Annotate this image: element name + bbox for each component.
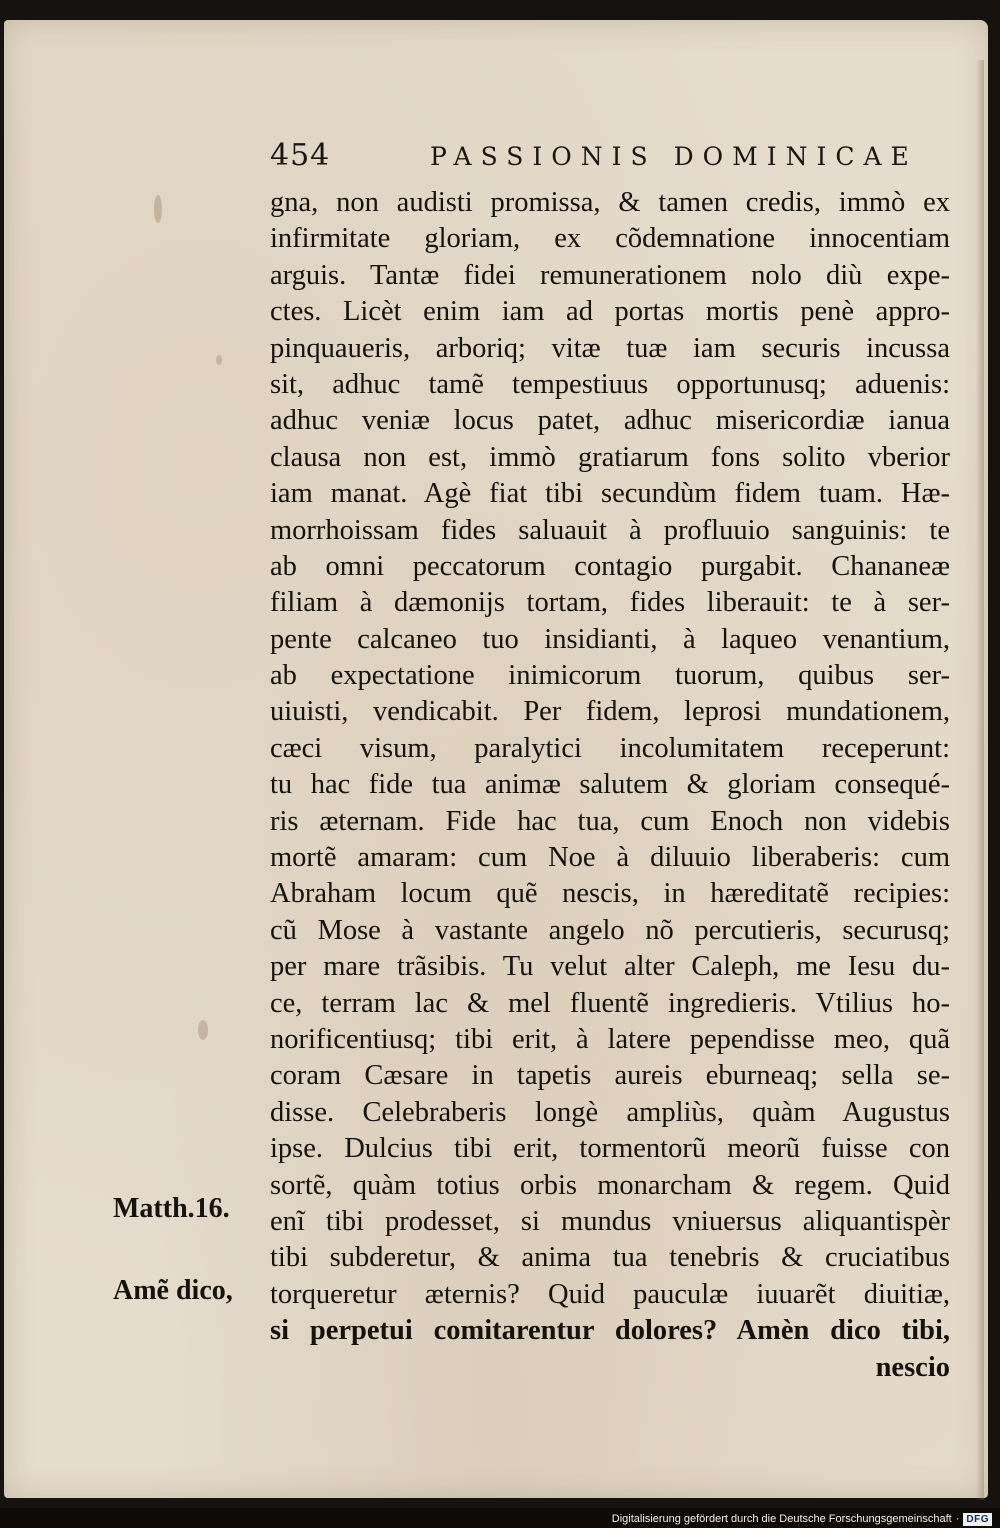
text-line: cũ Mose à vastante angelo nõ percutieris, securusq; [270, 914, 950, 946]
text-line: sit, adhuc tamẽ tempestiuus opportunusq; aduenis: [270, 368, 950, 400]
text-line: ctes. Licèt enim iam ad portas mortis penè appro- [270, 296, 950, 328]
text-line: tu hac fide tua animæ salutem & gloriam consequé- [270, 769, 950, 801]
marginal-note-matthew: Matth.16. [113, 1193, 230, 1224]
paper-stain [198, 1020, 208, 1040]
text-line: pinquaueris, arboriq; vitæ tuæ iam securis incussa [270, 332, 950, 364]
text-line: ipse. Dulcius tibi erit, tormentorũ meorũ fuisse con [270, 1133, 950, 1165]
text-line: cæci visum, paralytici incolumitatem receperunt: [270, 732, 950, 764]
text-line: torqueretur æternis? Quid pauculæ iuuarẽt diuitiæ, [270, 1278, 950, 1310]
page-edge-shadow [976, 60, 984, 1500]
text-line: infirmitate gloriam, ex cõdemnatione innocentiam [270, 223, 950, 255]
text-line: Abraham locum quẽ nescis, in hæreditatẽ recipies: [270, 878, 950, 910]
text-line: clausa non est, immò gratiarum fons solito vberior [270, 441, 950, 473]
text-line: arguis. Tantæ fidei remunerationem nolo diù expe- [270, 259, 950, 291]
footer-separator: · [955, 1513, 960, 1525]
text-line: tibi subderetur, & anima tua tenebris & cruciatibus [270, 1242, 950, 1274]
text-line: sortẽ, quàm totius orbis monarcham & regem. Quid [270, 1169, 950, 1201]
text-line: morrhoissam fides saluauit à profluuio sanguinis: te [270, 514, 950, 546]
text-line: gna, non audisti promissa, & tamen credis, immò ex [270, 187, 950, 218]
text-line: per mare trãsibis. Tu velut alter Caleph, me Iesu du- [270, 951, 950, 983]
paper-stain [216, 355, 222, 365]
text-line: iam manat. Agè fiat tibi secundùm fidem tuam. Hæ- [270, 478, 950, 510]
running-head: PASSIONIS DOMINICAE [430, 142, 918, 171]
text-line: ab expectatione inimicorum tuorum, quibus ser- [270, 660, 950, 692]
text-line: pente calcaneo tuo insidianti, à laqueo venantium, [270, 623, 950, 655]
digitization-footer [612, 1510, 992, 1528]
text-line: uiuisti, vendicabit. Per fidem, leprosi mundationem, [270, 696, 950, 728]
dfg-logo-icon: DFG [963, 1513, 992, 1526]
text-line: enĩ tibi prodesset, si mundus vniuersus aliquantispèr [270, 1205, 950, 1237]
page-header [270, 138, 950, 178]
body-text [270, 185, 950, 1386]
text-line: filiam à dæmonijs tortam, fides liberauit: te à ser- [270, 587, 950, 619]
text-line: norificentiusq; tibi erit, à latere pependisse meo, quã [270, 1023, 950, 1055]
funding-credit: Digitalisierung gefördert durch die Deutsche Forschungsgemeinschaft [611, 1513, 952, 1525]
page-number: 454 [270, 138, 331, 173]
text-line: si perpetui comitarentur dolores? Amèn dico tibi, [270, 1315, 950, 1347]
text-line: ce, terram lac & mel fluentẽ ingredieris. Vtilius ho- [270, 987, 950, 1019]
text-line: ris æternam. Fide hac tua, cum Enoch non videbis [270, 805, 950, 837]
text-line: coram Cæsare in tapetis aureis eburneaq; sella se- [270, 1060, 950, 1092]
catchword: nescio [875, 1351, 950, 1383]
text-line: ab omni peccatorum contagio purgabit. Chananeæ [270, 550, 950, 582]
text-line: disse. Celebraberis longè ampliùs, quàm Augustus [270, 1096, 950, 1128]
marginal-note-amen: Amẽ dico, [113, 1275, 233, 1306]
text-line: adhuc veniæ locus patet, adhuc misericordiæ ianua [270, 405, 950, 437]
text-line: mortẽ amaram: cum Noe à diluuio liberaberis: cum [270, 842, 950, 874]
paper-stain [154, 195, 162, 223]
